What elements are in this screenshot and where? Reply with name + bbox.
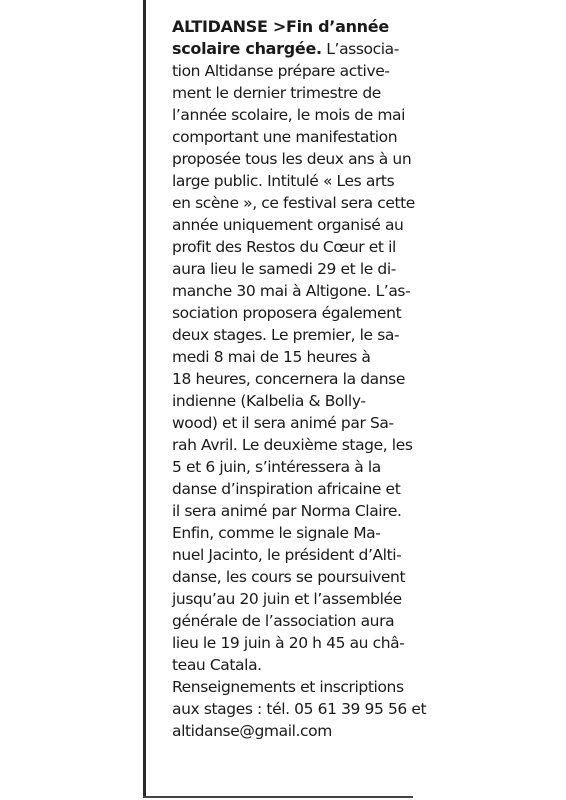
body-line: deux stages. Le premier, le sa- bbox=[172, 326, 400, 344]
headline: ALTIDANSE >Fin d’année bbox=[172, 17, 389, 36]
body-line: 18 heures, concernera la danse bbox=[172, 370, 405, 388]
body-line: année uniquement organisé au bbox=[172, 216, 404, 234]
body-text-start: L’associa- bbox=[321, 40, 399, 58]
body-line: générale de l’association aura bbox=[172, 612, 395, 630]
body-line: aura lieu le samedi 29 et le di- bbox=[172, 260, 396, 278]
headline-tail: scolaire chargée. bbox=[172, 39, 322, 58]
column-rule-left bbox=[143, 0, 146, 798]
contact-phone-line: aux stages : tél. 05 61 39 95 56 et bbox=[172, 700, 427, 718]
body-line: lieu le 19 juin à 20 h 45 au châ- bbox=[172, 634, 405, 652]
body-line: ment le dernier trimestre de bbox=[172, 84, 381, 102]
body-line: proposée tous les deux ans à un bbox=[172, 150, 412, 168]
body-line: l’année scolaire, le mois de mai bbox=[172, 106, 406, 124]
contact-line: Renseignements et inscriptions bbox=[172, 678, 404, 696]
body-line: manche 30 mai à Altigone. L’as- bbox=[172, 282, 411, 300]
body-line: medi 8 mai de 15 heures à bbox=[172, 348, 371, 366]
contact-email: altidanse@gmail.com bbox=[172, 722, 332, 740]
body-line: danse, les cours se poursuivent bbox=[172, 568, 406, 586]
body-line: Enfin, comme le signale Ma- bbox=[172, 524, 381, 542]
column-rule-bottom bbox=[143, 796, 413, 798]
headline-continuation bbox=[172, 38, 422, 60]
body-line: 5 et 6 juin, s’intéressera à la bbox=[172, 458, 381, 476]
body-line: danse d’inspiration africaine et bbox=[172, 480, 401, 498]
body-line: il sera animé par Norma Claire. bbox=[172, 502, 402, 520]
body-line: comportant une manifestation bbox=[172, 128, 398, 146]
body-line: en scène », ce festival sera cette bbox=[172, 194, 415, 212]
body-line: sociation proposera également bbox=[172, 304, 402, 322]
body-line: large public. Intitulé « Les arts bbox=[172, 172, 395, 190]
body-line: jusqu’au 20 juin et l’assemblée bbox=[172, 590, 402, 608]
body-line: wood) et il sera animé par Sa- bbox=[172, 414, 394, 432]
body-line: teau Catala. bbox=[172, 656, 262, 674]
body-line: tion Altidanse prépare active- bbox=[172, 62, 390, 80]
body-line: profit des Restos du Cœur et il bbox=[172, 238, 396, 256]
news-brief bbox=[172, 16, 427, 742]
body-line: rah Avril. Le deuxième stage, les bbox=[172, 436, 413, 454]
body-line: indienne (Kalbelia & Bolly- bbox=[172, 392, 366, 410]
body-line: nuel Jacinto, le président d’Alti- bbox=[172, 546, 402, 564]
